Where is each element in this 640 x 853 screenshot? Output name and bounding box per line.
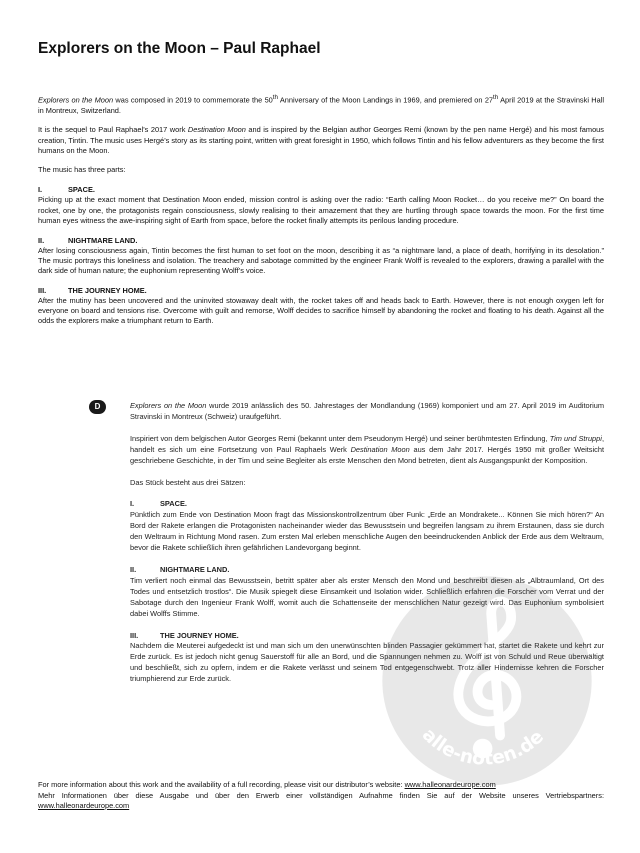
section-body: Nachdem die Meuterei aufgedeckt ist und man sich um den unerwünschten blinden Passagier gekümmert hat, startet die Rakete und kehrt zur Erde zurück. Es ist jedoch nicht genug Sauerstoff für alle an Bord, und die Spannungen nehmen zu. Wolff ist von Schuld und Reue überwältigt und beschließt, sich zu opfern, indem er die Rakete verlässt und seinem Tod entgegenschwebt. Trotz aller Hindernisse kehren die Forscher triumphierend zur Erde zurück. <box>130 641 604 684</box>
english-parts-intro: The music has three parts: <box>38 165 126 175</box>
distributor-link[interactable]: www.halleonardeurope.com <box>404 780 496 789</box>
german-intro-paragraph: Explorers on the Moon wurde 2019 anlässlich des 50. Jahrestages der Mondlandung (1969) komponiert und am 27. April 2019 im Auditorium Stravinski in Montreux (Schweiz) uraufgeführt. <box>130 401 605 421</box>
work-title: Explorers on the Moon <box>38 95 114 105</box>
vertriebspartner-link[interactable]: www.halleonardeurope.com <box>38 801 130 810</box>
english-intro-paragraph: Explorers on the Moon was composed in 2019 to commemorate the 50th Anniversary of the Moon Landings in 1969, and premiered on 27th April 2019 at the Stravinski Hall in Montreux, Switzerland. <box>38 94 604 115</box>
section-heading: II. NIGHTMARE LAND. <box>38 235 138 245</box>
watermark-text: alle-noten.de <box>417 724 549 770</box>
section-body: Tim verliert noch einmal das Bewusstsein, betritt später aber als erster Mensch den Mond und beschreibt diesen als „Albtraumland, Ort des Todes und entsetzlich trostlos“. Die Musik spiegelt diese Einsamkeit und Isolation wider. Schließlich erfahren die Forscher vom Verrat und der Sabotage durch den Ingenieur Frank Wolff, womit auch die Schattenseite der menschlichen Natur gezeigt wird. Das Euphonium symbolisiert dabei Wolffs Stimme. <box>130 575 604 618</box>
english-section-journey-home <box>38 286 604 327</box>
section-heading: I. SPACE. <box>38 185 95 195</box>
footer-english: For more information about this work and the availability of a full recording, please visit our distributor’s website: www.halleonardeurope.com <box>38 780 496 789</box>
section-heading: I. SPACE. <box>130 499 187 509</box>
german-section-space <box>130 499 604 554</box>
section-body: After losing consciousness again, Tintin becomes the first human to set foot on the moon, describing it as “a nightmare land, a place of death, horrifying in its desolation.” The music portrays this loneliness and isolation. The treachery and sabotage committed by the engineer Frank Wolff is revealed to the explorers, drawing a parallel with the dark side of human nature; the euphonium representing Wolff’s voice. <box>38 245 604 276</box>
english-section-space <box>38 185 604 226</box>
section-body: Pünktlich zum Ende von Destination Moon fragt das Missionskontrollzentrum über Funk: „Erde an Mondrakete... Können Sie mich hören?“ An Bord der Rakete erlangen die Protagonisten nacheinander wieder das Bewusstsein und begreifen langsam zu ihrem Erstaunen, dass sie durch den Weltraum in Richtung Mond rasen. Zum ersten Mal erleben menschliche Augen den beeindruckenden Anblick der Erde aus dem Weltraum, bevor die Rakete schließlich ihren gefährlichen Landevorgang beginnt. <box>130 510 604 553</box>
section-body: After the mutiny has been uncovered and the uninvited stowaway dealt with, the rocket takes off and heads back to Earth. However, there is not enough oxygen left for everyone on board and tensions rise. Overcome with guilt and remorse, Wolff decides to sacrifice himself by abandoning the rocket and floating to his death. Against all the odds the explorers make a triumphant return to Earth. <box>38 296 604 326</box>
german-parts-intro: Das Stück besteht aus drei Sätzen: <box>130 477 246 487</box>
english-section-nightmare-land <box>38 236 604 277</box>
section-heading: III. THE JOURNEY HOME. <box>130 630 239 640</box>
english-sequel-paragraph: It is the sequel to Paul Raphael’s 2017 work Destination Moon and is inspired by the Belgian author Georges Remi (known by the pen name Hergé) and his most famous creation, Tintin. The music uses Hergé’s story as its starting point, written with great foresight in 1950, which follows Tintin and his fellow adventurers as they become the first humans on the Moon. <box>38 125 604 155</box>
section-heading: II. NIGHTMARE LAND. <box>130 564 230 574</box>
footer-german: Mehr Informationen über diese Ausgabe und über den Erwerb einer vollständigen Aufnahme finden Sie auf der Website unseres Vertriebspartners: www.halleonardeurope.com <box>38 790 604 810</box>
english-text <box>38 93 604 336</box>
page-title: Explorers on the Moon – Paul Raphael <box>38 40 321 57</box>
german-inspired-paragraph: Inspiriert von dem belgischen Autor Georges Remi (bekannt unter dem Pseudonym Hergé) und seiner berühmtesten Erfindung, Tim und Struppi, handelt es sich um eine Fortsetzung von Paul Raphaels Werk Destination Moon aus dem Jahr 2017. Hergés 1950 mit großer Weitsicht geschriebene Geschichte, in der Tim und seine Begleiter als erste Menschen den Mond betreten, dient als Ausgangspunkt der Komposition. <box>130 433 605 465</box>
footer <box>38 780 604 812</box>
german-language-badge: D <box>89 400 106 414</box>
section-body: Picking up at the exact moment that Destination Moon ended, mission control is asking over the radio: “Earth calling Moon Rocket… do you receive me?” On board the rocket, one by one, the protagonists regain consciousness, slowly realising to their amazement that they are hurtling through space towards the moon. For the first time human eyes witness the awe-inspiring sight of Earth from space, before the rocket finally attempts its perilous landing procedure. <box>38 195 604 225</box>
watermark <box>378 572 596 790</box>
section-heading: III. THE JOURNEY HOME. <box>38 285 147 295</box>
